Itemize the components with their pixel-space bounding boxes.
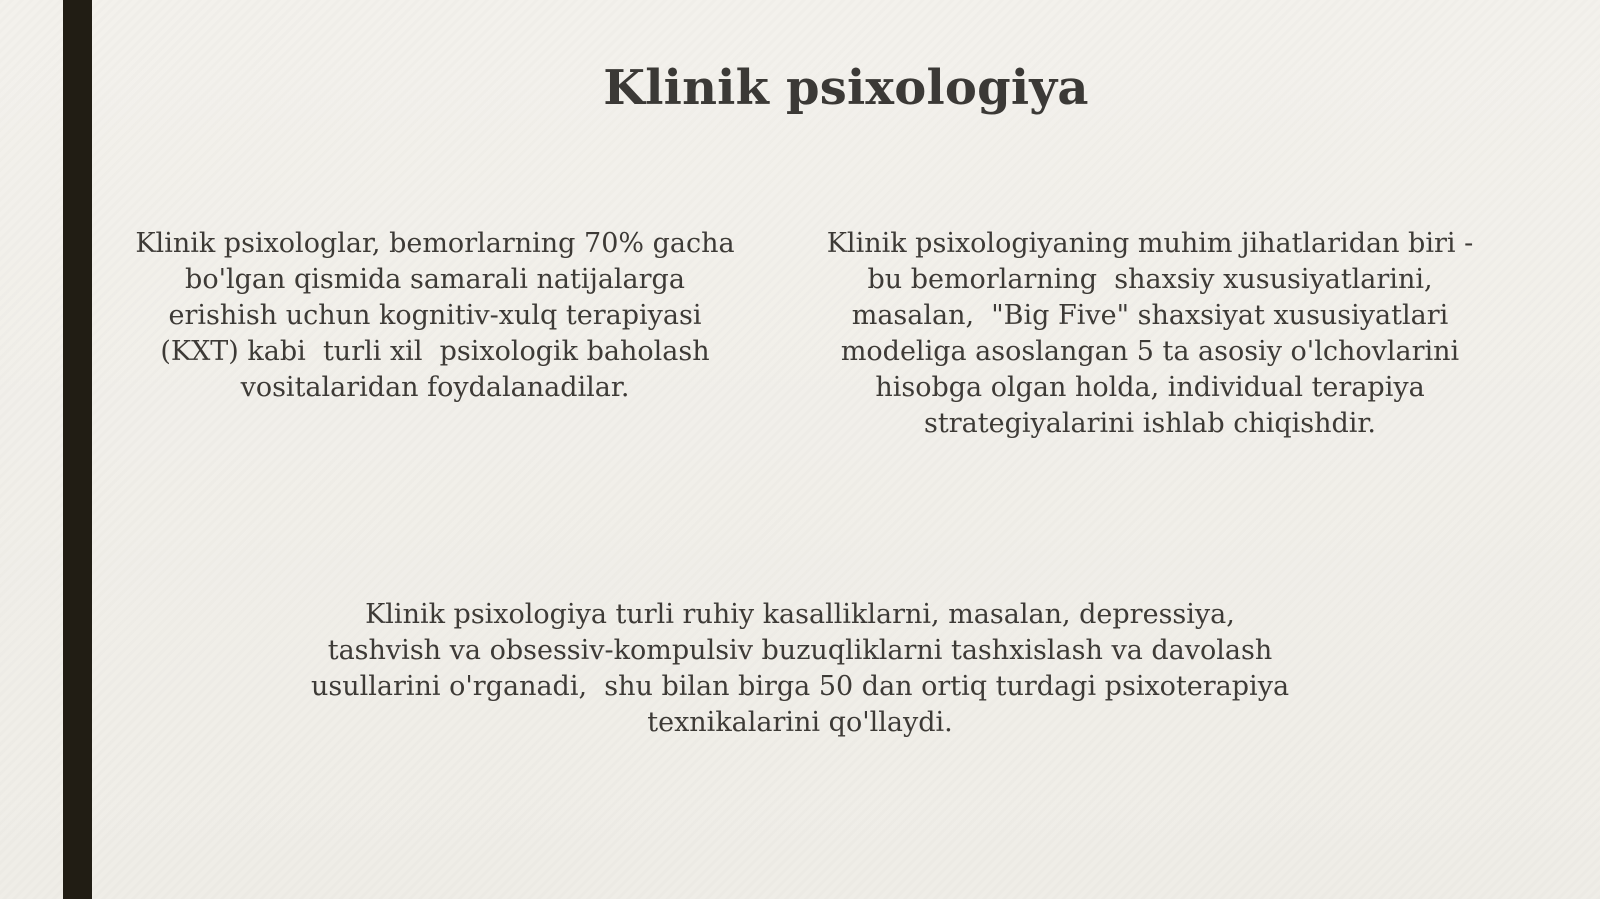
right-paragraph	[800, 226, 1500, 442]
left-paragraph-line: Klinik psixologlar, bemorlarning 70% gacha	[135, 228, 735, 259]
side-accent-bar	[63, 0, 92, 899]
bottom-paragraph	[280, 597, 1320, 741]
bottom-paragraph-line: texnikalarini qo'llaydi.	[647, 707, 953, 738]
right-paragraph-line: bu bemorlarning shaxsiy xususiyatlarini,	[867, 264, 1433, 295]
right-paragraph-line: hisobga olgan holda, individual terapiya	[875, 372, 1425, 403]
bottom-paragraph-line: Klinik psixologiya turli ruhiy kasalliklarni, masalan, depressiya,	[365, 599, 1235, 630]
right-paragraph-line: modeliga asoslangan 5 ta asosiy o'lchovlarini	[840, 336, 1460, 367]
left-paragraph	[115, 226, 755, 406]
right-paragraph-line: Klinik psixologiyaning muhim jihatlaridan biri -	[826, 228, 1474, 259]
slide-title: Klinik psixologiya	[603, 60, 1089, 116]
bottom-paragraph-line: usullarini o'rganadi, shu bilan birga 50 dan ortiq turdagi psixoterapiya	[310, 671, 1290, 702]
right-paragraph-line: strategiyalarini ishlab chiqishdir.	[924, 408, 1376, 439]
bottom-paragraph-line: tashvish va obsessiv-kompulsiv buzuqliklarni tashxislash va davolash	[327, 635, 1273, 666]
left-paragraph-line: bo'lgan qismida samarali natijalarga	[185, 264, 685, 295]
left-paragraph-line: vositalaridan foydalanadilar.	[240, 372, 630, 403]
left-paragraph-line: (KXT) kabi turli xil psixologik baholash	[160, 336, 710, 367]
left-paragraph-line: erishish uchun kognitiv-xulq terapiyasi	[168, 300, 702, 331]
right-paragraph-line: masalan, "Big Five" shaxsiyat xususiyatlari	[851, 300, 1449, 331]
